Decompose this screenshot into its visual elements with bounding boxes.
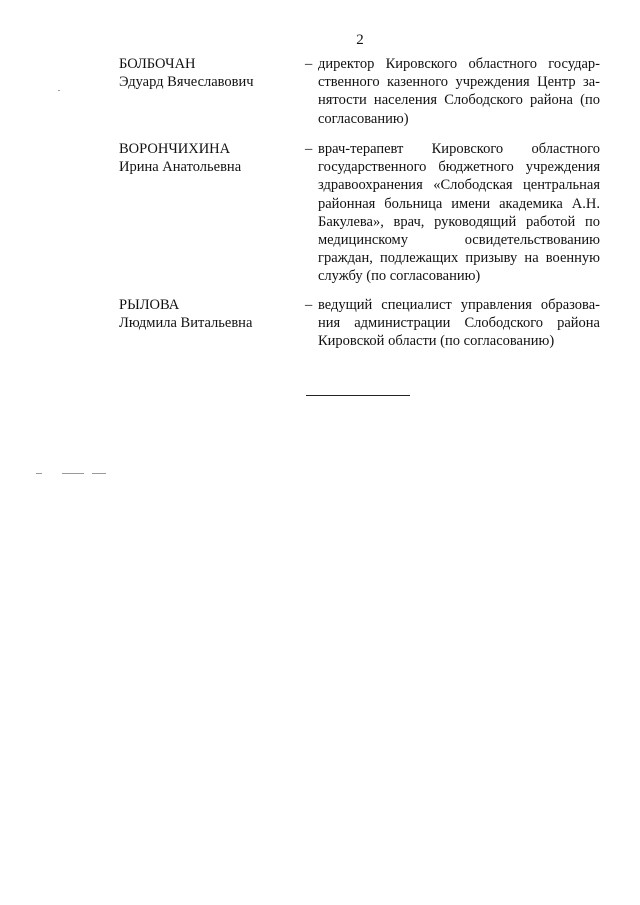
end-of-list-rule	[306, 395, 410, 396]
member-role: ведущий специалист управления образования администрации Слободского района Кировской области (по согласованию)	[318, 297, 600, 350]
member-given-names: Ирина Анатольевна	[119, 159, 242, 175]
separator-dash: –	[305, 56, 313, 72]
separator-dash: –	[305, 141, 313, 157]
member-given-names: Эдуард Вячеславович	[119, 74, 254, 90]
member-name	[119, 296, 299, 332]
member-name	[119, 140, 299, 176]
scan-speck	[36, 473, 42, 474]
separator-dash: –	[305, 297, 313, 313]
member-surname: ВОРОНЧИХИНА	[119, 141, 231, 157]
member-name	[119, 55, 299, 91]
scan-speck	[58, 90, 60, 91]
scan-speck	[62, 473, 84, 474]
member-surname: РЫЛОВА	[119, 297, 180, 313]
member-role: директор Кировского областного государственного казенного учреждения Центр занятости населения Слободского района (по согласованию)	[318, 56, 600, 127]
page-number: 2	[356, 32, 364, 48]
member-surname: БОЛБОЧАН	[119, 56, 196, 72]
scan-speck	[92, 473, 106, 474]
member-given-names: Людмила Витальевна	[119, 315, 253, 331]
member-role: врач-терапевт Кировского областного государственного бюджетного учреждения здравоохранения «Слободская центральная районная больница имени академика А.Н. Бакулева», врач, руководящий работой по медицинскому освидетельствованию граждан, подлежащих призыву на военную службу (по согласованию)	[318, 141, 600, 285]
